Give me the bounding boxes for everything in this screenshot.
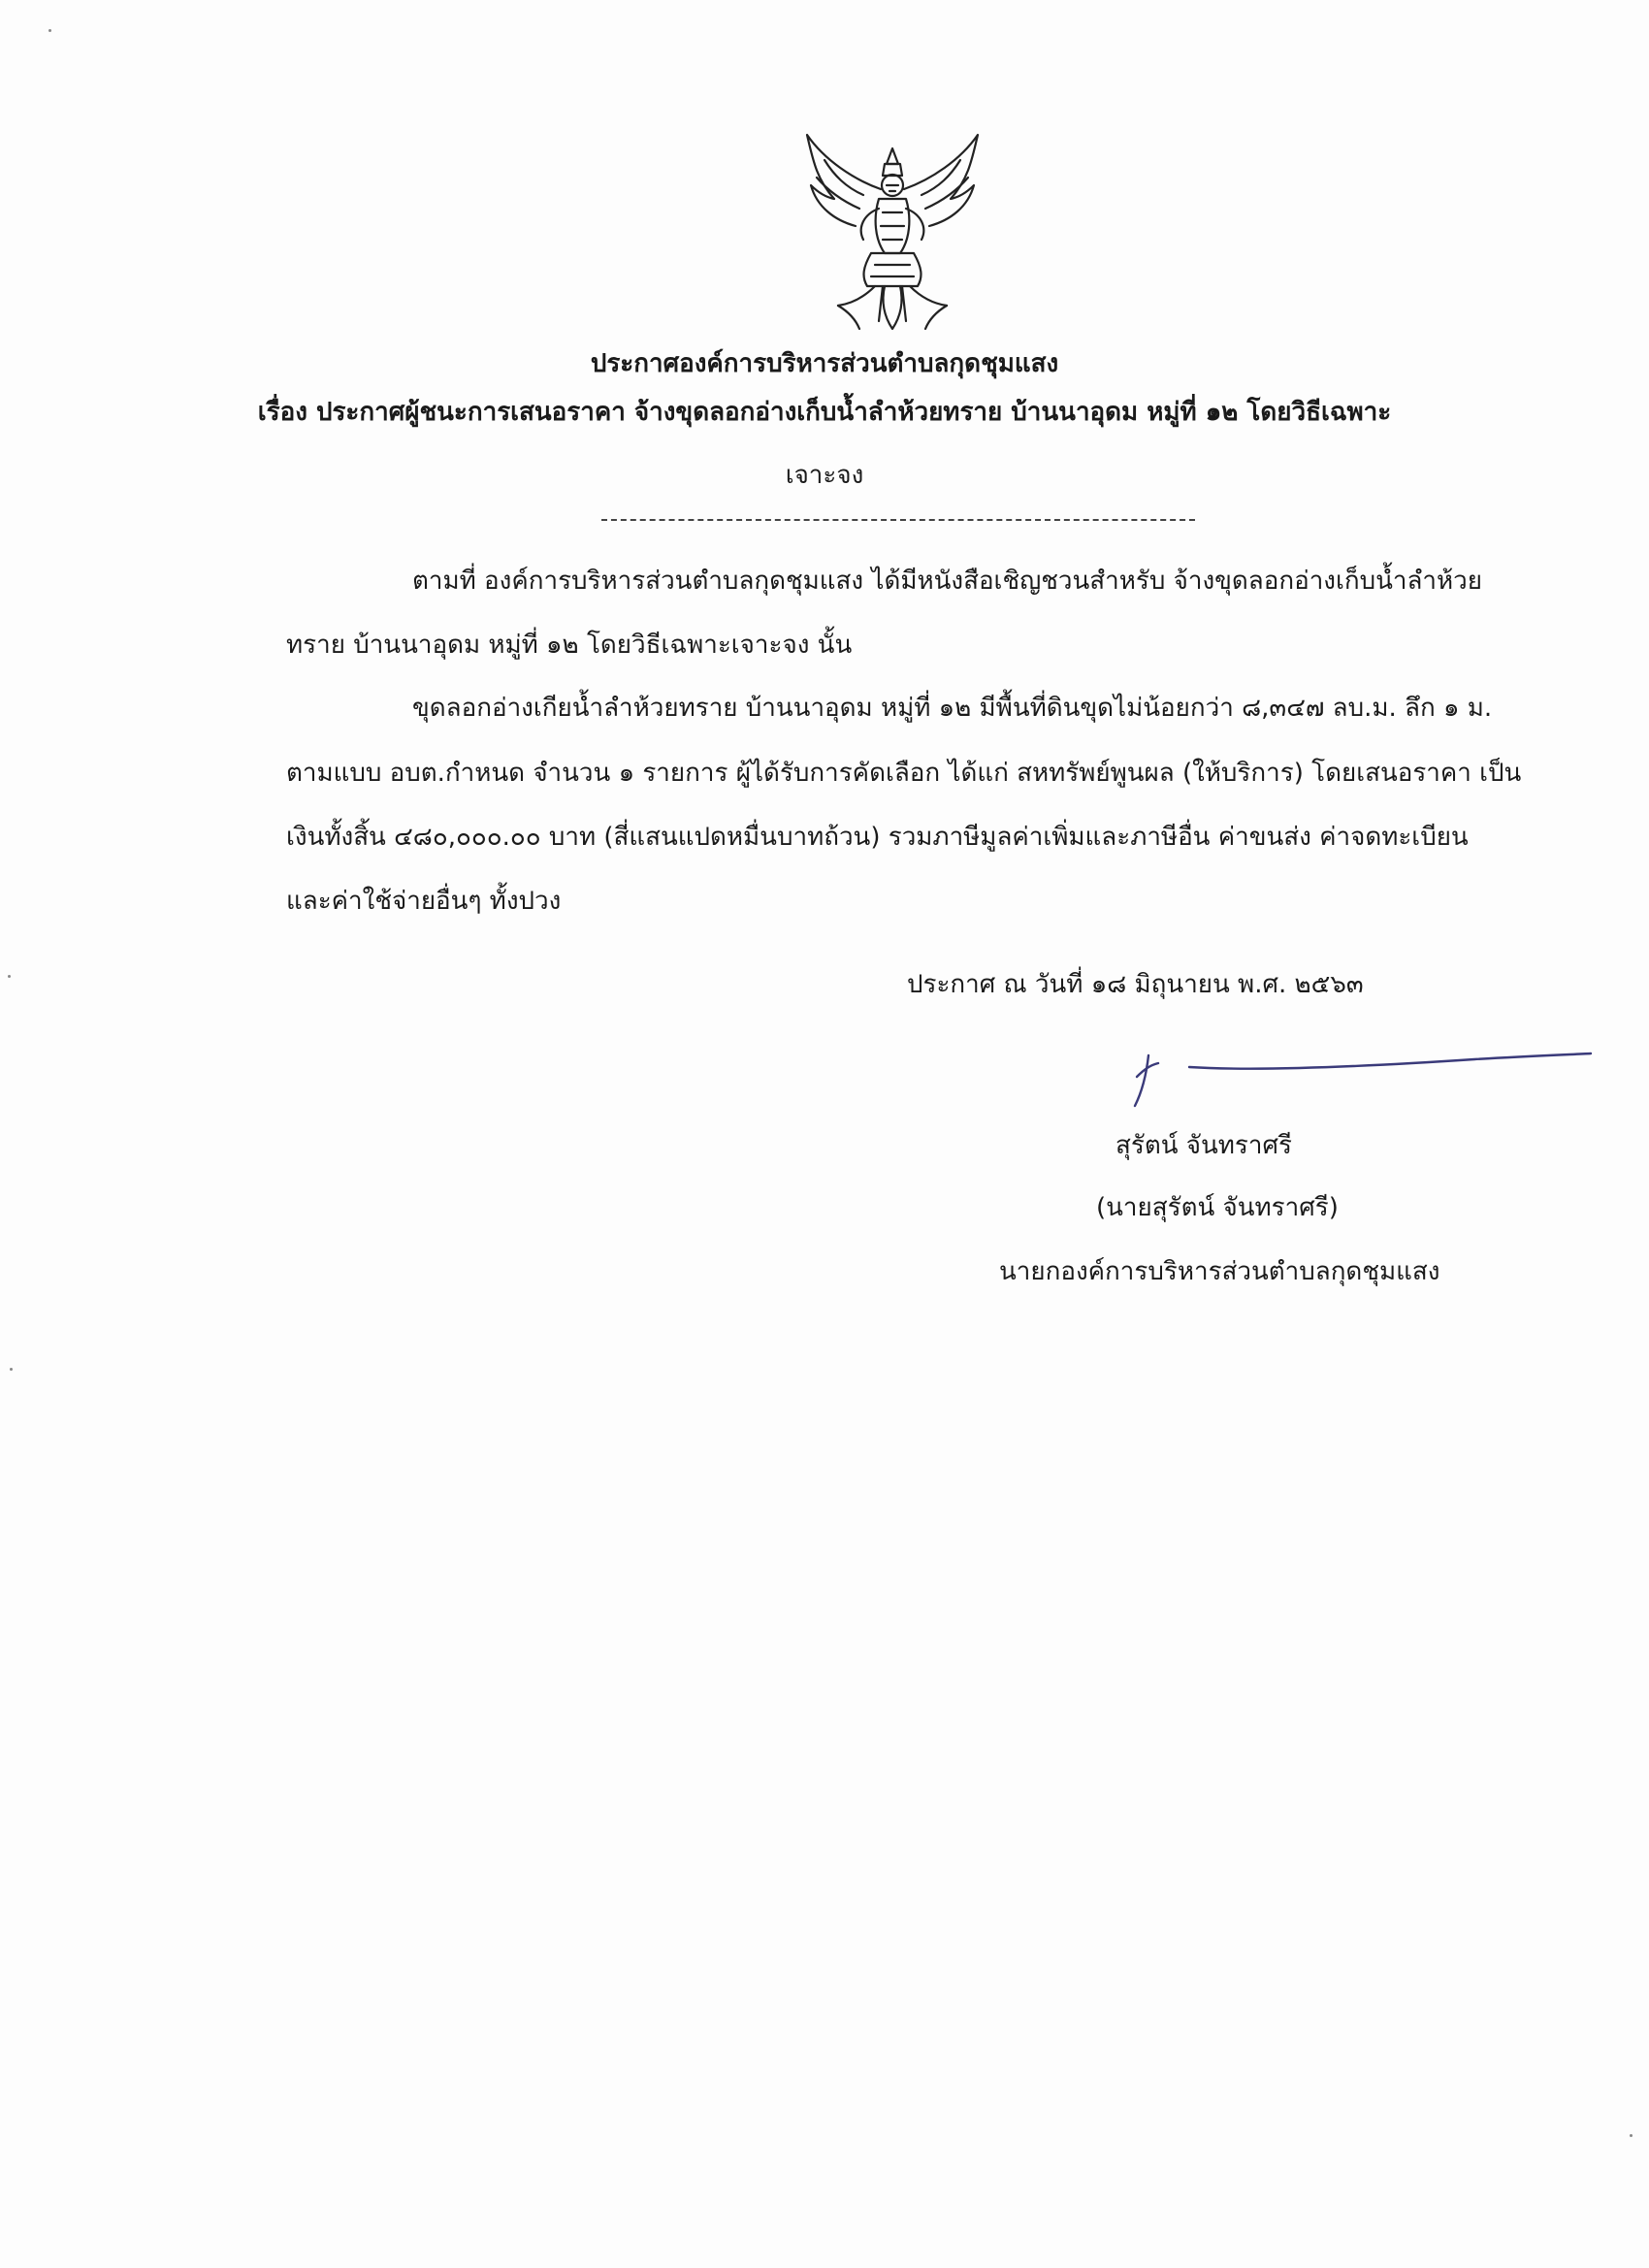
scan-speck: [1630, 2134, 1633, 2137]
handwritten-signature-icon: [1106, 1030, 1610, 1108]
signature-name-script: สุรัตน์ จันทราศรี: [1116, 1131, 1292, 1160]
signatory-title: นายกองค์การบริหารส่วนตำบลกุดชุมแสง: [999, 1257, 1440, 1286]
paragraph2-line2: ตามแบบ อบต.กำหนด จำนวน ๑ รายการ ผู้ได้รับการคัดเลือก ได้แก่ สหทรัพย์พูนผล (ให้บริการ) โดยเสนอราคา เป็น: [286, 759, 1522, 788]
announcement-date: ประกาศ ณ วันที่ ๑๘ มิถุนายน พ.ศ. ๒๕๖๓: [907, 970, 1364, 999]
garuda-emblem-icon: [795, 131, 989, 335]
paragraph1-line2: ทราย บ้านนาอุดม หมู่ที่ ๑๒ โดยวิธีเฉพาะเจาะจง นั้น: [286, 631, 853, 660]
document-subject-line-2: เจาะจง: [785, 461, 864, 490]
scan-speck: [10, 1368, 13, 1371]
paragraph2-line4: และค่าใช้จ่ายอื่นๆ ทั้งปวง: [286, 887, 562, 916]
paragraph2-line3: เงินทั้งสิ้น ๔๘๐,๐๐๐.๐๐ บาท (สี่แสนแปดหมื่นบาทถ้วน) รวมภาษีมูลค่าเพิ่มและภาษีอื่น ค่าขนส่ง ค่าจดทะเบียน: [286, 823, 1469, 852]
document-subject-line-1: เรื่อง ประกาศผู้ชนะการเสนอราคา จ้างขุดลอกอ่างเก็บน้ำลำห้วยทราย บ้านนาอุดม หมู่ที่ ๑๒ โดยวิธีเฉพาะ: [257, 398, 1392, 427]
scan-speck: [48, 29, 51, 32]
paragraph1-line1: ตามที่ องค์การบริหารส่วนตำบลกุดชุมแสง ได้มีหนังสือเชิญชวนสำหรับ จ้างขุดลอกอ่างเก็บน้ำลำห้วย: [412, 567, 1483, 596]
scan-speck: [8, 975, 11, 978]
document-organization-heading: ประกาศองค์การบริหารส่วนตำบลกุดชุมแสง: [590, 349, 1059, 378]
paragraph2-line1: ขุดลอกอ่างเกียน้ำลำห้วยทราย บ้านนาอุดม หมู่ที่ ๑๒ มีพื้นที่ดินขุดไม่น้อยกว่า ๘,๓๔๗ ลบ.ม. ลึก ๑ ม.: [412, 694, 1493, 723]
signatory-printed-name: (นายสุรัตน์ จันทราศรี): [1096, 1193, 1339, 1222]
header-divider: [601, 519, 1195, 521]
